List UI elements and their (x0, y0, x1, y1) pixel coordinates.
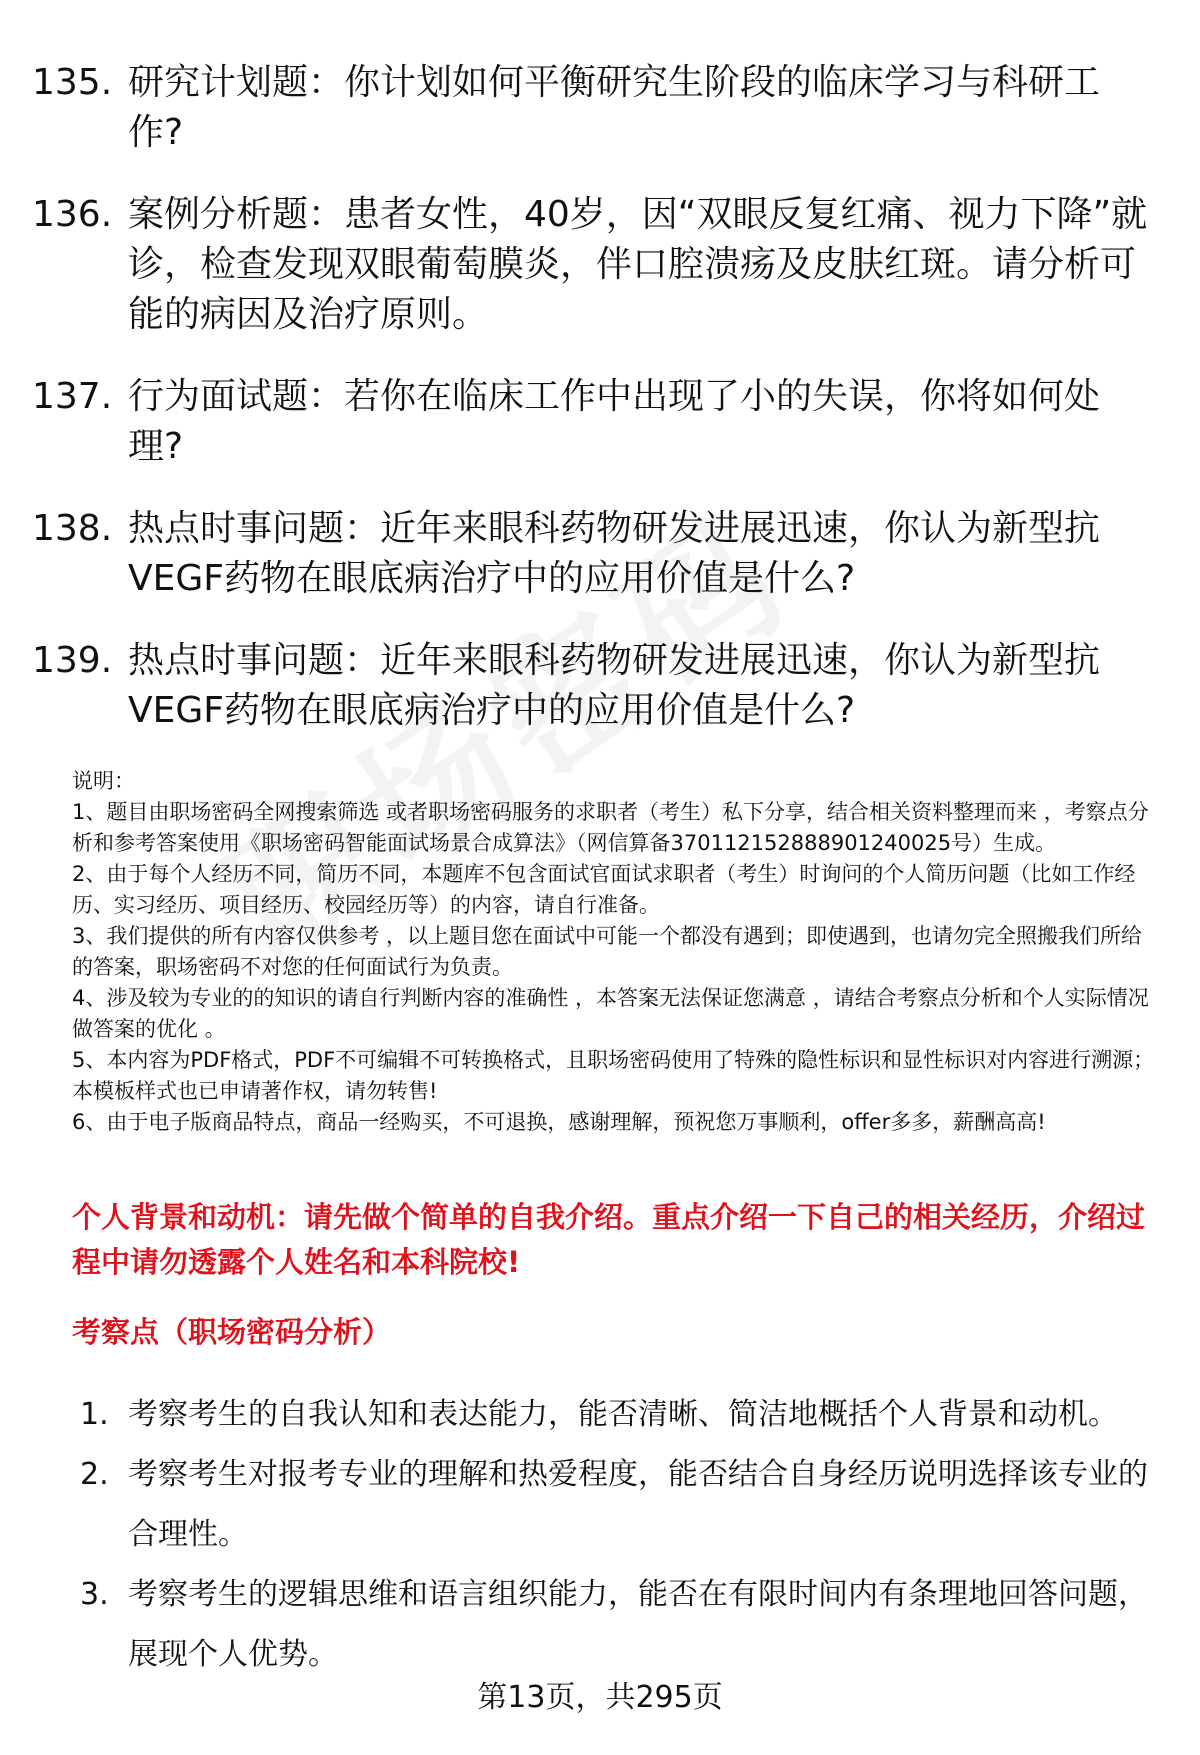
question-text: 研究计划题：你计划如何平衡研究生阶段的临床学习与科研工作? (128, 62, 1101, 153)
question-text: 案例分析题：患者女性，40岁，因“双眼反复红痛、视力下降”就诊，检查发现双眼葡萄膜炎，伴口腔溃疡及皮肤红斑。请分析可能的病因及治疗原则。 (128, 194, 1148, 335)
question-item (32, 372, 1152, 472)
note-item: 1、题目由职场密码全网搜索筛选 或者职场密码服务的求职者（考生）私下分享，结合相关资料整理而来 ，考察点分析和参考答案使用《职场密码智能面试场景合成算法》（网信算备370112152888901240025号）生成。 (72, 800, 1149, 855)
question-number: 138. (32, 508, 113, 549)
key-point-text: 考察考生对报考专业的理解和热爱程度，能否结合自身经历说明选择该专业的合理性。 (128, 1457, 1148, 1552)
note-item: 3、我们提供的所有内容仅供参考 ，以上题目您在面试中可能一个都没有遇到；即使遇到，也请勿完全照搬我们所给的答案，职场密码不对您的任何面试行为负责。 (72, 924, 1143, 979)
intro-question: 个人背景和动机：请先做个简单的自我介绍。重点介绍一下自己的相关经历，介绍过程中请勿透露个人姓名和本科院校! (72, 1200, 1146, 1279)
key-point-text: 考察考生的自我认知和表达能力，能否清晰、简洁地概括个人背景和动机。 (128, 1397, 1118, 1432)
question-number: 135. (32, 62, 113, 103)
key-point-item (80, 1565, 1160, 1685)
notes-section (72, 766, 1162, 1138)
note-item: 6、由于电子版商品特点，商品一经购买，不可退换，感谢理解，预祝您万事顺利，offer多多，薪酬高高! (72, 1110, 1046, 1134)
key-point-item (80, 1385, 1160, 1445)
key-points-title: 考察点（职场密码分析） (72, 1315, 392, 1349)
question-item (32, 636, 1152, 736)
key-point-number: 3. (80, 1577, 109, 1612)
question-item (32, 504, 1152, 604)
key-point-text: 考察考生的逻辑思维和语言组织能力，能否在有限时间内有条理地回答问题，展现个人优势。 (128, 1577, 1148, 1672)
question-text: 热点时事问题：近年来眼科药物研发进展迅速，你认为新型抗VEGF药物在眼底病治疗中的应用价值是什么? (128, 640, 1101, 731)
question-number: 139. (32, 640, 113, 681)
question-number: 136. (32, 194, 113, 235)
question-number: 137. (32, 376, 113, 417)
question-list (32, 58, 1152, 768)
note-item: 2、由于每个人经历不同，简历不同，本题库不包含面试官面试求职者（考生）时询问的个人简历问题（比如工作经历、实习经历、项目经历、校园经历等）的内容，请自行准备。 (72, 862, 1136, 917)
key-points-list (80, 1385, 1160, 1685)
notes-title: 说明： (72, 769, 135, 793)
note-item: 5、本内容为PDF格式，PDF不可编辑不可转换格式，且职场密码使用了特殊的隐性标识和显性标识对内容进行溯源；本模板样式也已申请著作权，请勿转售! (72, 1048, 1155, 1103)
question-text: 行为面试题：若你在临床工作中出现了小的失误，你将如何处理? (128, 376, 1101, 467)
page-footer: 第13页，共295页 (477, 1680, 723, 1715)
question-text: 热点时事问题：近年来眼科药物研发进展迅速，你认为新型抗VEGF药物在眼底病治疗中的应用价值是什么? (128, 508, 1101, 599)
key-point-number: 2. (80, 1457, 109, 1492)
key-point-item (80, 1445, 1160, 1565)
question-item (32, 190, 1152, 340)
note-item: 4、涉及较为专业的的知识的请自行判断内容的准确性 ，本答案无法保证您满意 ，请结合考察点分析和个人实际情况做答案的优化 。 (72, 986, 1149, 1041)
key-point-number: 1. (80, 1397, 109, 1432)
question-item (32, 58, 1152, 158)
